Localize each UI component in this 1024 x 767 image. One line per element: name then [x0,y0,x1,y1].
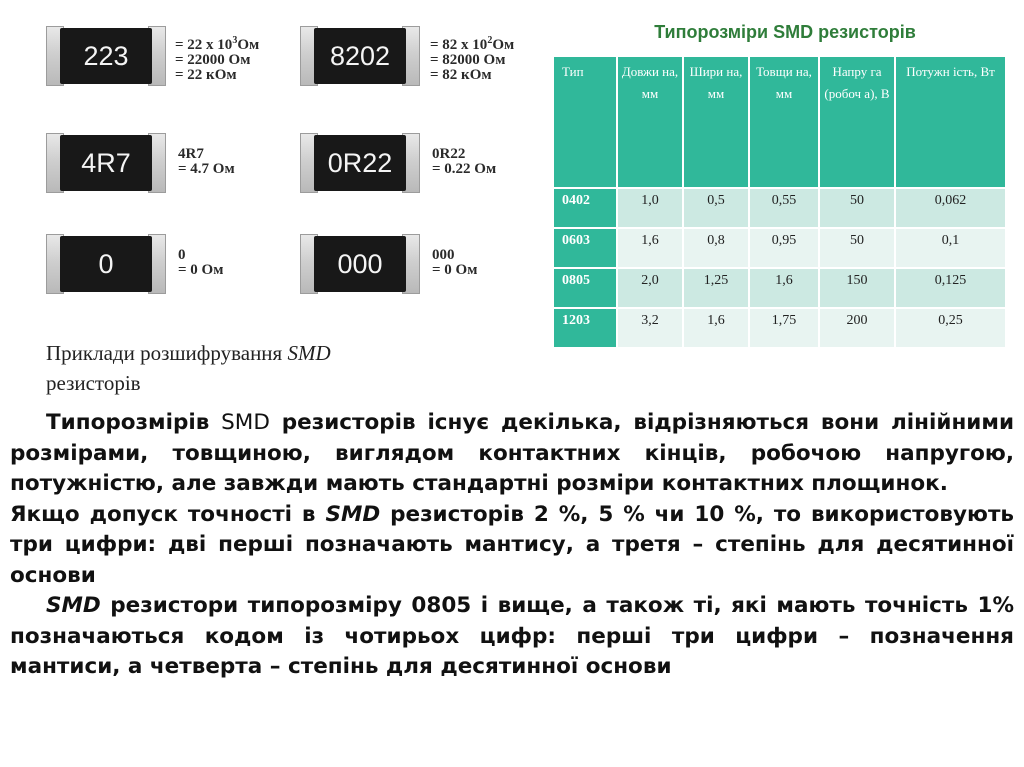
table-row [554,229,1005,267]
paragraph-3: SMD резистори типорозміру 0805 і вище, а також ті, які мають точність 1% позначаються кодом із чотирьох цифр: перші три цифри – позначення мантиси, а четверта – степінь для десятинної основи [10,593,1014,679]
resistor-000-decode: 000 = 0 Ом [432,247,478,278]
paragraph-2: Якщо допуск точності в SMD резисторів 2 %, 5 % чи 10 %, то використовують три цифри: дві перші позначають мантису, а третя – степінь для десятинної основи [10,501,1014,588]
cell: 0,8 [684,229,748,267]
resistor-code: 223 [60,28,152,84]
cell: 0,5 [684,189,748,227]
table-header-row [554,57,1005,187]
resistor-code: 0 [60,236,152,292]
cell: 50 [820,189,894,227]
resistor-4R7-decode: 4R7 = 4.7 Ом [178,146,235,177]
table-row [554,189,1005,227]
cell: 1,25 [684,269,748,307]
table-row [554,269,1005,307]
paragraph-1: Типорозмірів SMD резисторів існує декілька, відрізняються вони лінійними розмірами, товщиною, виглядом контактних кінців, робочою напругою, потужністю, але завжди мають стандартні розміри контактних площинок. [10,410,1015,496]
resistor-0R22 [300,133,420,193]
cell: 50 [820,229,894,267]
cell: 1,75 [750,309,818,347]
resistor-0-decode: 0 = 0 Ом [178,247,224,278]
cell: 0,95 [750,229,818,267]
resistor-code: 8202 [314,28,406,84]
cell: 0,062 [896,189,1005,227]
resistor-8202 [300,26,420,86]
resistor-0R22-decode: 0R22 = 0.22 Ом [432,146,497,177]
cell-type: 1203 [554,309,616,347]
header-power: Потужн ість, Вт [896,57,1005,187]
cell: 3,2 [618,309,682,347]
header-type: Тип [554,57,616,187]
resistor-223 [46,26,166,86]
resistor-code: 4R7 [60,135,152,191]
cell: 0,55 [750,189,818,227]
resistor-8202-decode: = 82 x $10^2Ом$ = 82000 Ом = 82 кОм [430,35,515,83]
header-length: Довжи на, мм [618,57,682,187]
header-width: Шири на, мм [684,57,748,187]
cell: 200 [820,309,894,347]
resistor-4R7 [46,133,166,193]
body-text [10,408,1014,683]
resistor-000 [300,234,420,294]
cell: 1,6 [618,229,682,267]
header-voltage: Напру га (робоч а), В [820,57,894,187]
cell: 1,0 [618,189,682,227]
resistor-code: 0R22 [314,135,406,191]
cell: 1,6 [750,269,818,307]
cell: 1,6 [684,309,748,347]
table-row [554,309,1005,347]
cell: 150 [820,269,894,307]
cell: 0,1 [896,229,1005,267]
cell: 0,125 [896,269,1005,307]
cell-type: 0805 [554,269,616,307]
table-title: Типорозміри SMD резисторів [654,22,916,42]
resistor-223-decode: = 22 x $10^3Ом$ = 22000 Ом = 22 кОм [175,35,260,83]
smd-sizes-table [552,55,1007,349]
resistor-0 [46,234,166,294]
figure-caption: Приклади розшифрування SMD резисторів [46,341,331,395]
cell-type: 0603 [554,229,616,267]
header-thickness: Товщи на, мм [750,57,818,187]
cell: 0,25 [896,309,1005,347]
resistor-code: 000 [314,236,406,292]
cell: 2,0 [618,269,682,307]
cell-type: 0402 [554,189,616,227]
